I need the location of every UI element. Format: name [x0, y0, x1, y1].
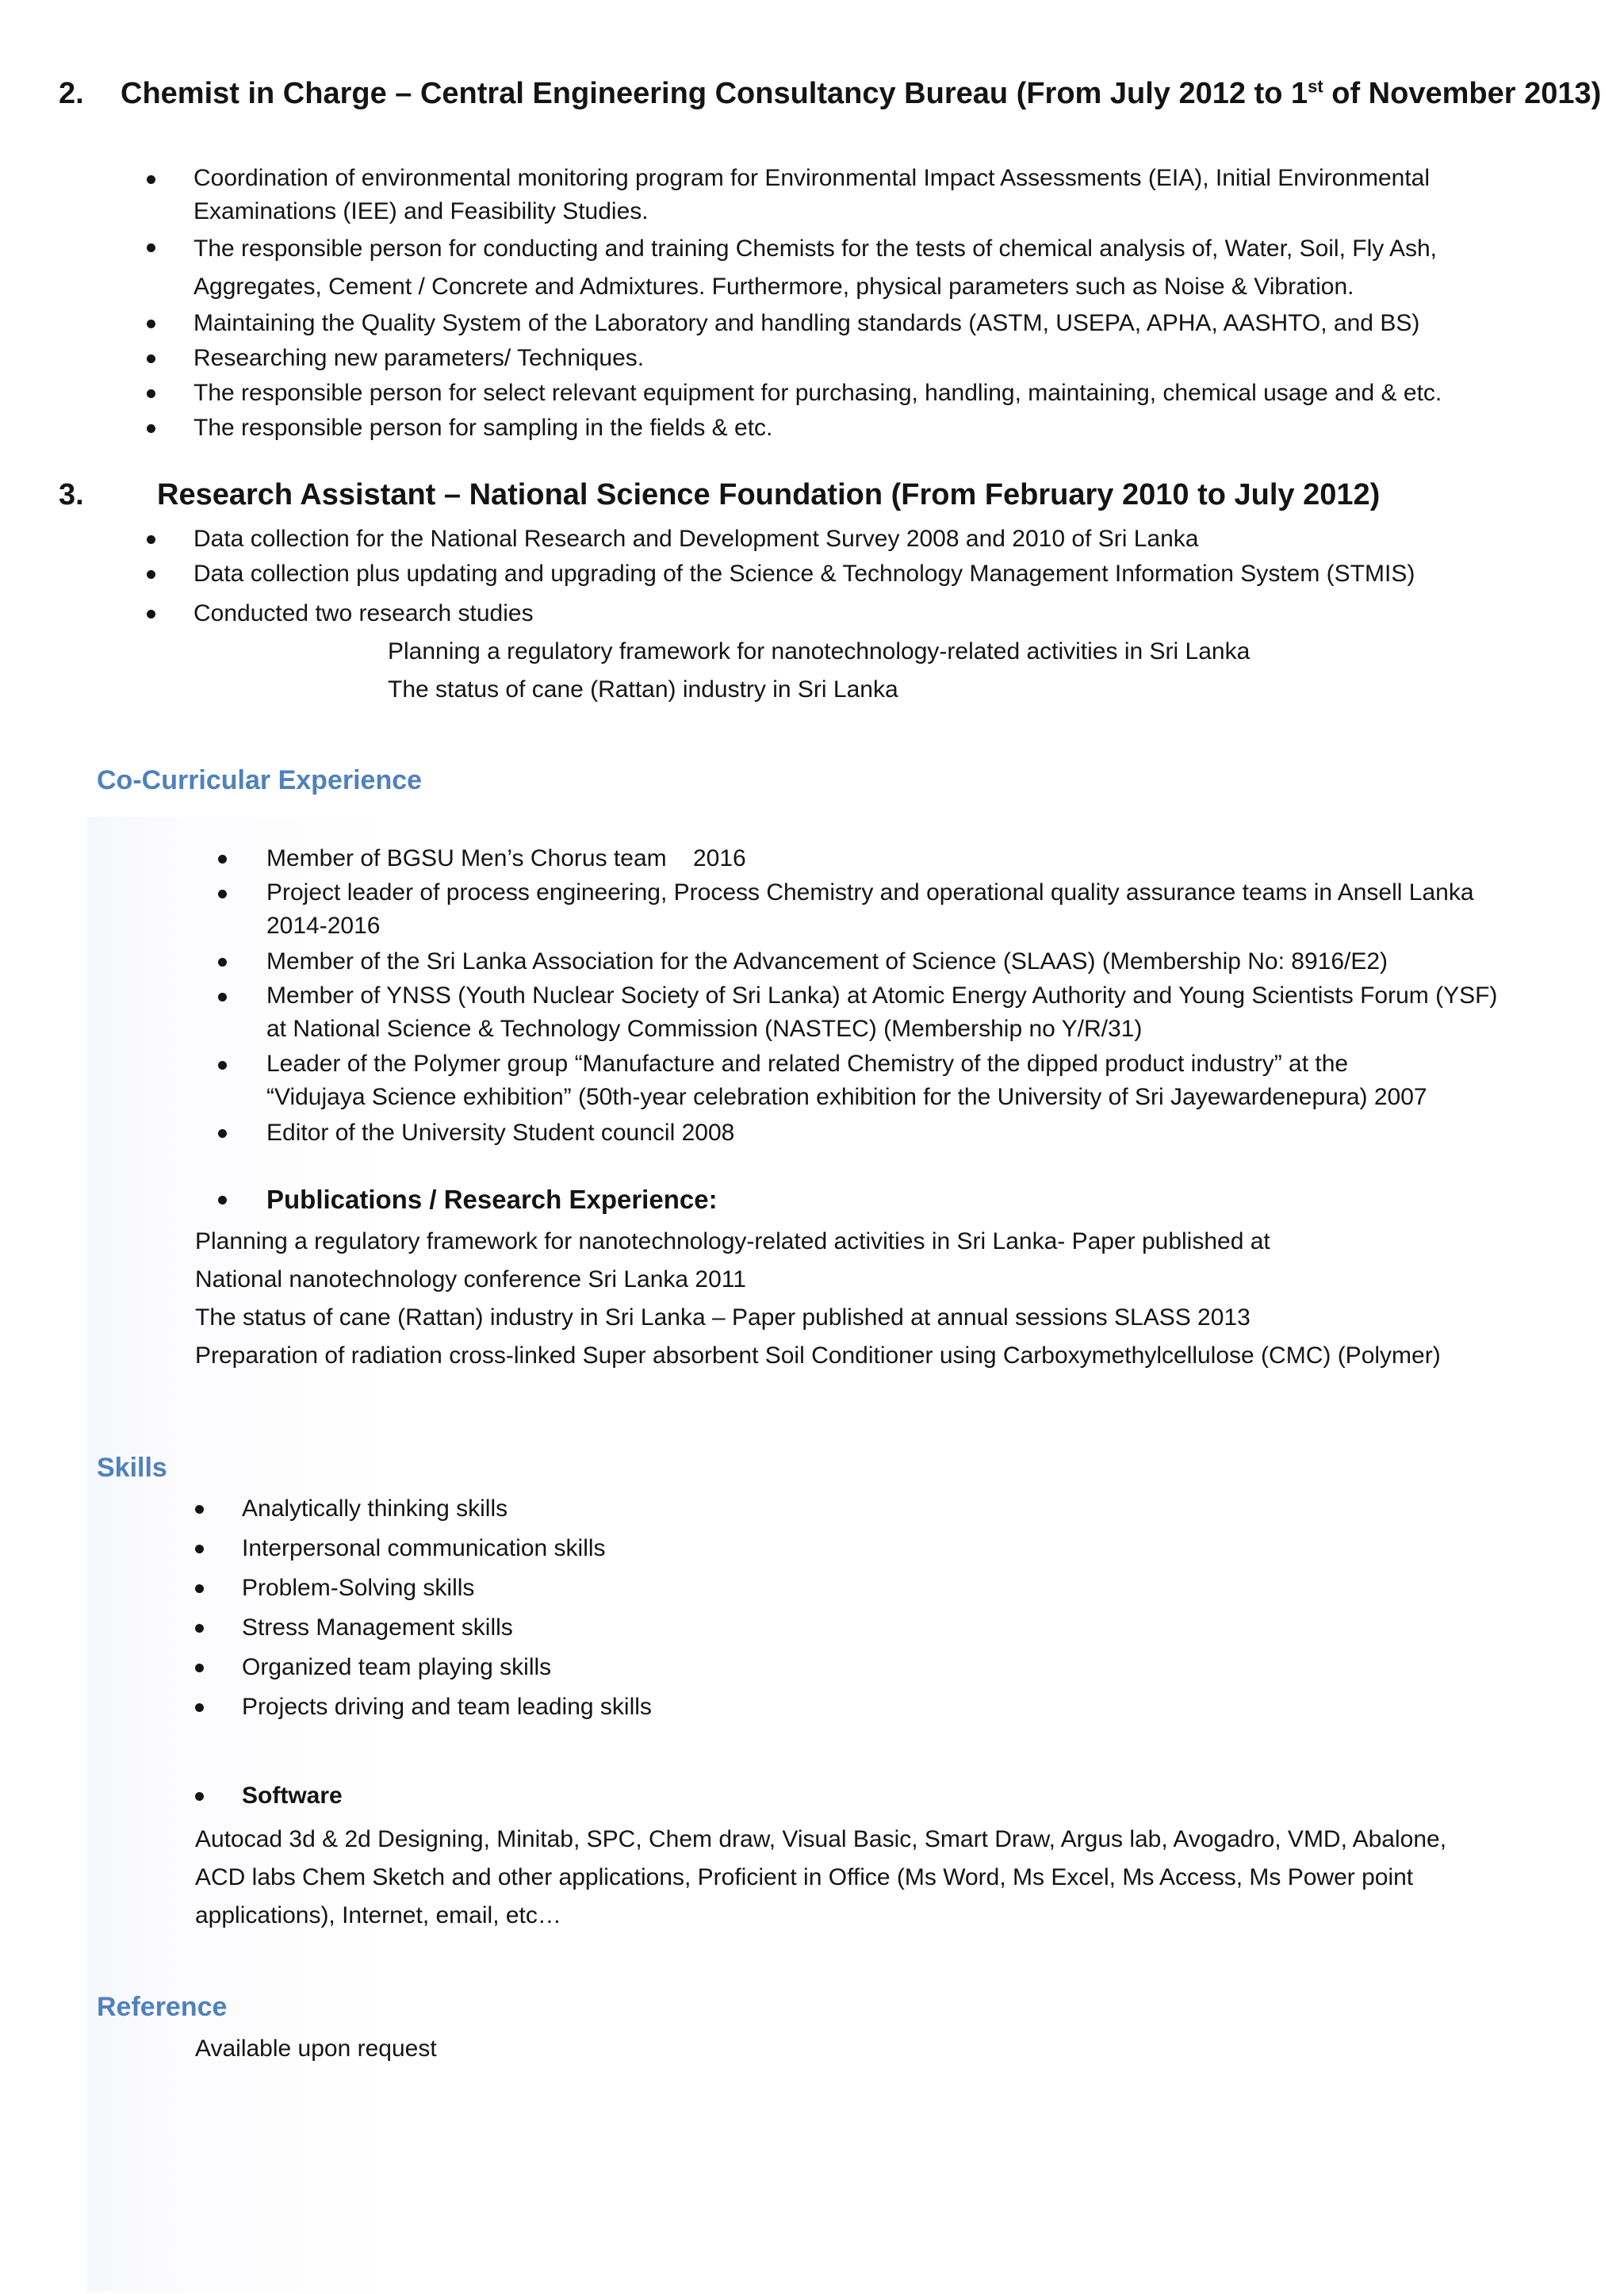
bullet-icon: [147, 175, 155, 184]
list-item: [242, 1531, 652, 1571]
reference-heading: Reference: [97, 1992, 228, 2022]
list-item: [193, 162, 1442, 230]
bullet-line: Coordination of environmental monitoring program for Environmental Impact Assessments (EIA), Initial Environmental: [193, 165, 1431, 191]
list-item: [193, 376, 1442, 411]
list-item: [193, 341, 1442, 376]
bullet-icon: [195, 1703, 204, 1712]
bullet-icon: [195, 1505, 204, 1514]
skill-item: Interpersonal communication skills: [242, 1535, 606, 1561]
list-item: [242, 1571, 652, 1610]
publication-line: Planning a regulatory framework for nanotechnology-related activities in Sri Lanka- Paper published at: [195, 1228, 1270, 1254]
bullet-icon: [147, 320, 155, 328]
cocurricular-heading: Co-Curricular Experience: [97, 765, 423, 795]
publications-heading-text: Publications / Research Experience:: [266, 1185, 718, 1214]
list-item: [193, 522, 1415, 557]
job2-bullet-list: [193, 162, 1442, 446]
bullet-line: Member of the Sri Lanka Association for the Advancement of Science (SLAAS) (Membership No: 8916/E2): [266, 948, 1388, 975]
bullet-line: Maintaining the Quality System of the Laboratory and handling standards (ASTM, USEPA, APHA, AASHTO, and BS): [193, 310, 1420, 336]
list-item: [242, 1650, 652, 1690]
list-item: [266, 944, 1497, 979]
study-item: The status of cane (Rattan) industry in Sri Lanka: [388, 676, 898, 703]
bullet-line: Data collection for the National Research and Development Survey 2008 and 2010 of Sri Lanka: [193, 526, 1199, 552]
bullet-icon: [218, 1196, 227, 1204]
bullet-icon: [147, 389, 155, 398]
bullet-line: Editor of the University Student council 2008: [266, 1120, 735, 1146]
job3-bullet-list: [193, 522, 1415, 631]
list-item: [242, 1610, 652, 1650]
job2-title: [121, 77, 1601, 110]
reference-text: Available upon request: [195, 2035, 437, 2062]
bullet-icon: [218, 1061, 227, 1070]
bullet-icon: [218, 890, 227, 898]
bullet-line: The responsible person for conducting and training Chemists for the tests of chemical analysis of, Water, Soil, Fly Ash,: [193, 236, 1437, 262]
list-item: [242, 1690, 652, 1729]
bullet-icon: [195, 1664, 204, 1672]
list-item: [242, 1492, 652, 1531]
list-item: [266, 841, 1497, 876]
software-line: Autocad 3d & 2d Designing, Minitab, SPC, Chem draw, Visual Basic, Smart Draw, Argus lab, Avogadro, VMD, Abalone,: [195, 1826, 1447, 1852]
bullet-icon: [147, 354, 155, 363]
bullet-icon: [218, 855, 227, 864]
bullet-line: The responsible person for sampling in the fields & etc.: [193, 415, 773, 441]
bullet-icon: [195, 1792, 204, 1801]
research-studies: [388, 633, 1250, 709]
bullet-icon: [147, 243, 155, 252]
bullet-icon: [147, 570, 155, 579]
bullet-icon: [195, 1624, 204, 1633]
study-item: Planning a regulatory framework for nanotechnology-related activities in Sri Lanka: [388, 638, 1251, 664]
list-item: [266, 979, 1497, 1047]
list-item: [193, 596, 1415, 631]
software-heading: [242, 1779, 343, 1813]
bullet-line: Member of YNSS (Youth Nuclear Society of Sri Lanka) at Atomic Energy Authority and Young Scientists Forum (YSF): [266, 982, 1498, 1009]
job2-title-main: Chemist in Charge – Central Engineering Consultancy Bureau (From July 2012 to 1: [121, 77, 1308, 110]
skill-item: Problem-Solving skills: [242, 1575, 475, 1601]
job2-title-sup: st: [1308, 76, 1323, 97]
skill-item: Projects driving and team leading skills: [242, 1694, 652, 1720]
list-item: [193, 557, 1415, 596]
publication-line: National nanotechnology conference Sri Lanka 2011: [195, 1266, 746, 1293]
list-item: [266, 1047, 1497, 1116]
bullet-line: “Vidujaya Science exhibition” (50th-year celebration exhibition for the University of Sri Jayewardenepura) 2007: [266, 1084, 1427, 1110]
job2-title-end: of November 2013): [1323, 77, 1602, 110]
bullet-line: Leader of the Polymer group “Manufacture and related Chemistry of the dipped product industry” at the: [266, 1051, 1349, 1077]
publications-list: [195, 1223, 1441, 1375]
job3-heading: [59, 475, 1380, 515]
bullet-line: at National Science & Technology Commission (NASTEC) (Membership no Y/R/31): [266, 1016, 1143, 1042]
bullet-line: Member of BGSU Men’s Chorus team 2016: [266, 845, 746, 871]
bullet-icon: [147, 610, 155, 618]
bullet-line: The responsible person for select relevant equipment for purchasing, handling, maintaining, chemical usage and & etc.: [193, 380, 1442, 406]
list-item: [266, 876, 1497, 944]
list-item: [193, 411, 1442, 446]
bullet-icon: [147, 535, 155, 544]
job2-number: 2.: [59, 77, 84, 110]
bullet-icon: [218, 1129, 227, 1138]
bullet-line: Conducted two research studies: [193, 600, 534, 626]
list-item: [193, 306, 1442, 341]
skills-list: [242, 1492, 652, 1729]
software-list: [195, 1821, 1446, 1935]
skills-heading: Skills: [97, 1453, 167, 1483]
job3-number: 3.: [59, 478, 84, 511]
skill-item: Organized team playing skills: [242, 1654, 552, 1680]
skill-item: Stress Management skills: [242, 1614, 513, 1641]
bullet-line: Researching new parameters/ Techniques.: [193, 345, 645, 371]
publication-line: Preparation of radiation cross-linked Super absorbent Soil Conditioner using Carboxymethylcellulose (CMC) (Polymer): [195, 1342, 1441, 1369]
cocurricular-bullet-list: [266, 841, 1497, 1151]
bullet-line: 2014-2016: [266, 913, 381, 939]
bullet-icon: [195, 1584, 204, 1593]
list-item: [266, 1116, 1497, 1151]
bullet-icon: [218, 958, 227, 967]
bullet-icon: [218, 993, 227, 1001]
list-item: [193, 230, 1442, 306]
bullet-line: Project leader of process engineering, Process Chemistry and operational quality assurance teams in Ansell Lanka: [266, 879, 1474, 906]
job3-title: Research Assistant – National Science Foundation (From February 2010 to July 2012): [157, 478, 1381, 511]
software-line: applications), Internet, email, etc…: [195, 1902, 561, 1928]
job2-heading: [59, 74, 1601, 113]
bullet-icon: [147, 424, 155, 433]
bullet-line: Examinations (IEE) and Feasibility Studies.: [193, 198, 649, 224]
publications-heading: [266, 1181, 718, 1218]
bullet-line: Data collection plus updating and upgrading of the Science & Technology Management Information System (STMIS): [193, 561, 1415, 587]
software-line: ACD labs Chem Sketch and other applications, Proficient in Office (Ms Word, Ms Excel, Ms Access, Ms Power point: [195, 1864, 1414, 1890]
software-heading-text: Software: [242, 1783, 343, 1809]
bullet-icon: [195, 1545, 204, 1553]
bullet-line: Aggregates, Cement / Concrete and Admixtures. Furthermore, physical parameters such as Noise & Vibration.: [193, 274, 1354, 300]
skill-item: Analytically thinking skills: [242, 1496, 508, 1522]
publication-line: The status of cane (Rattan) industry in Sri Lanka – Paper published at annual sessions SLASS 2013: [195, 1304, 1251, 1331]
